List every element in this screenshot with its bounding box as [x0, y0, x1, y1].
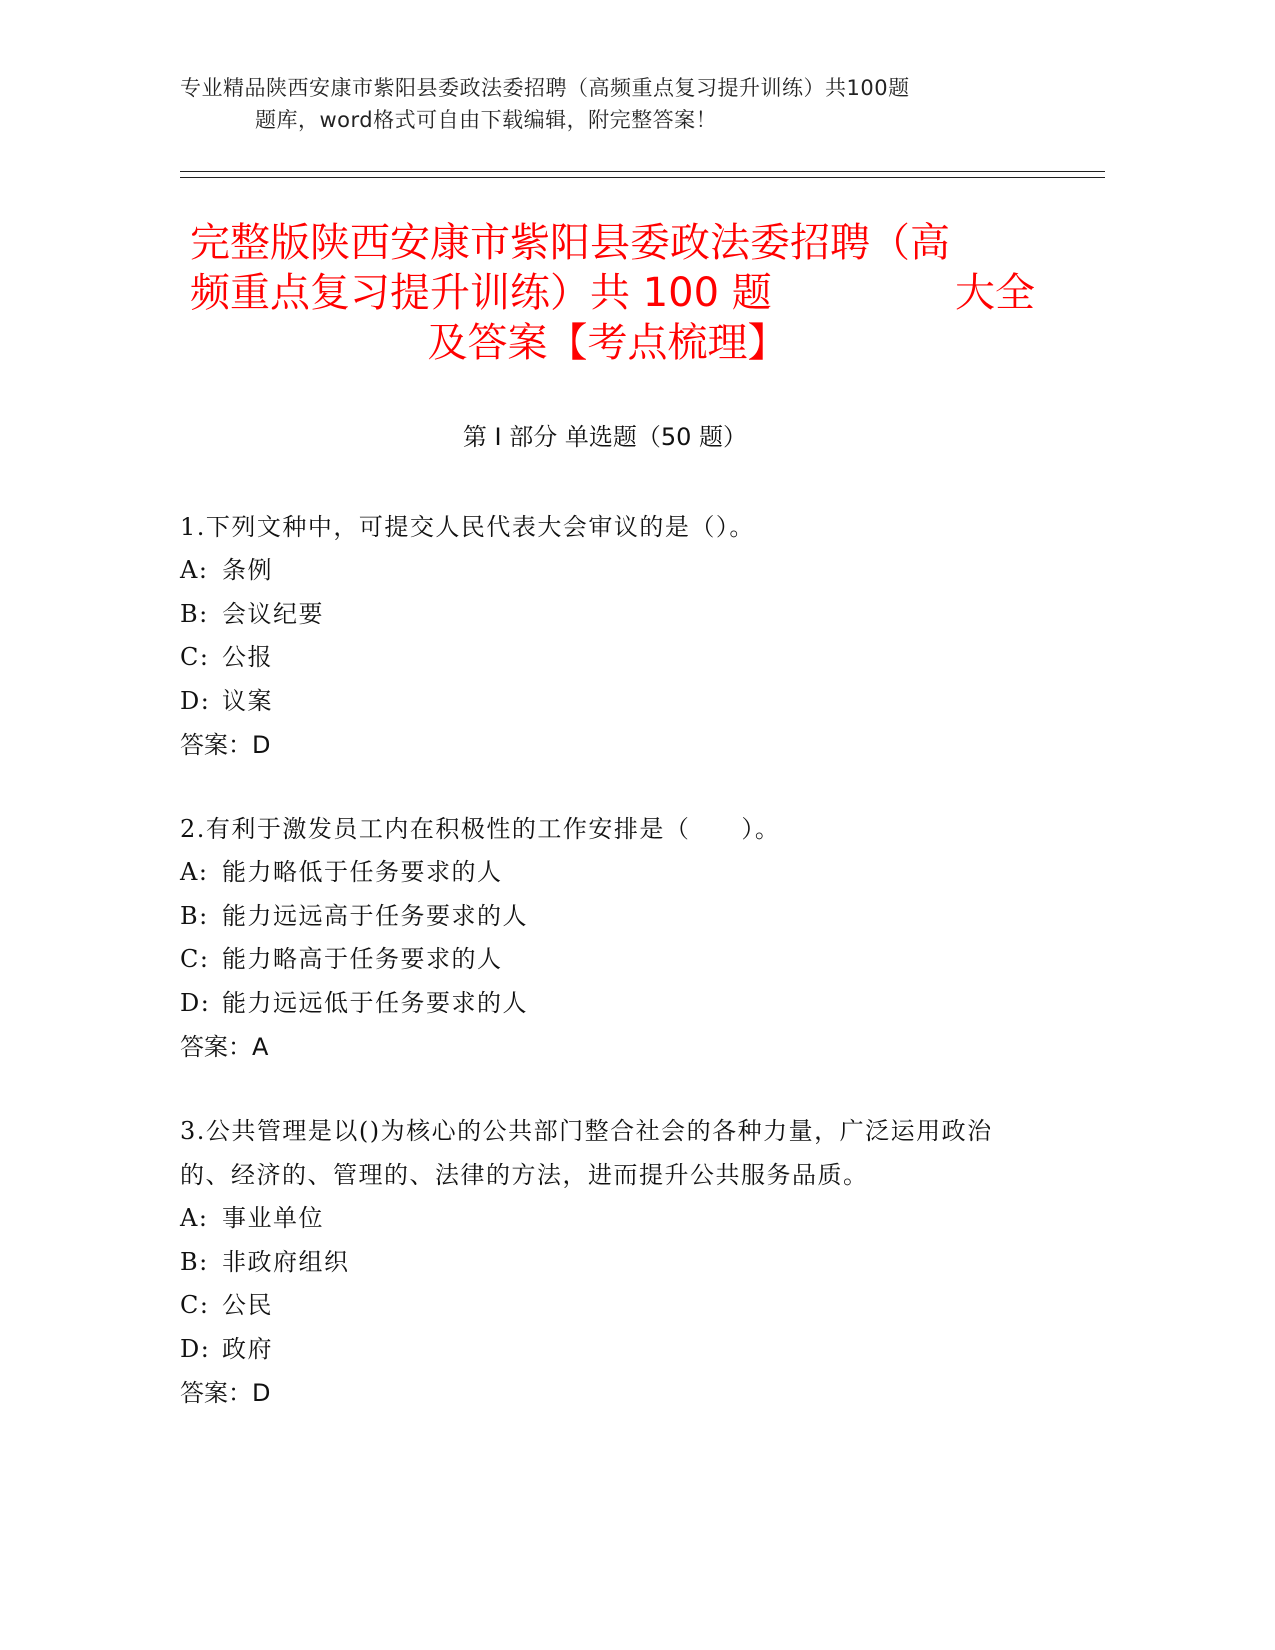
- title-line-2: [190, 268, 1035, 318]
- option-a: [180, 1197, 1030, 1241]
- option-text: 事业单位: [222, 1204, 324, 1232]
- document-title: [190, 218, 1035, 368]
- option-text: 政府: [222, 1334, 273, 1363]
- question-stem: 1.下列文种中，可提交人民代表大会审议的是（）。: [180, 513, 755, 541]
- answer-line: 答案：A: [180, 1033, 269, 1061]
- option-text: 能力略高于任务要求的人: [222, 945, 503, 973]
- question-item: [180, 807, 1030, 1069]
- header-divider-bottom: [180, 177, 1105, 178]
- option-key: C:: [180, 945, 210, 973]
- option-b: [180, 895, 1030, 939]
- option-key: B:: [180, 901, 209, 930]
- header-line-2: 题库，word格式可自由下载编辑，附完整答案！: [255, 108, 718, 132]
- option-key: D:: [180, 1334, 211, 1363]
- option-key: B:: [180, 1247, 209, 1276]
- section-heading: 第 I 部分 单选题（50 题）: [462, 423, 748, 451]
- option-text: 条例: [222, 556, 273, 584]
- option-text: 能力远远低于任务要求的人: [222, 988, 528, 1017]
- option-text: 会议纪要: [222, 599, 324, 628]
- option-text: 能力略低于任务要求的人: [222, 858, 503, 886]
- question-list: [180, 505, 1030, 1455]
- question-item: [180, 505, 1030, 767]
- option-text: 能力远远高于任务要求的人: [222, 901, 528, 930]
- option-text: 议案: [222, 686, 273, 715]
- option-key: A:: [180, 1204, 209, 1232]
- question-stem: 3.公共管理是以()为核心的公共部门整合社会的各种力量，广泛运用政治的、经济的、管理的、法律的方法，进而提升公共服务品质。: [180, 1117, 993, 1189]
- option-a: [180, 851, 1030, 895]
- option-text: 公报: [222, 643, 273, 671]
- document-header: [180, 72, 1010, 136]
- option-text: 公民: [222, 1291, 273, 1319]
- option-key: A:: [180, 858, 209, 886]
- option-key: B:: [180, 599, 209, 628]
- option-d: [180, 982, 1030, 1026]
- option-d: [180, 680, 1030, 724]
- option-b: [180, 1241, 1030, 1285]
- answer-line: 答案：D: [180, 731, 271, 759]
- option-text: 非政府组织: [222, 1247, 350, 1276]
- option-key: D:: [180, 686, 211, 715]
- option-a: [180, 549, 1030, 593]
- question-item: [180, 1109, 1030, 1415]
- option-key: A:: [180, 556, 209, 584]
- option-d: [180, 1328, 1030, 1372]
- option-c: [180, 636, 1030, 680]
- option-b: [180, 593, 1030, 637]
- title-line-2-right: 大全: [955, 270, 1035, 316]
- option-key: D:: [180, 988, 211, 1017]
- question-stem: 2.有利于激发员工内在积极性的工作安排是（ ）。: [180, 815, 781, 843]
- title-line-3: 及答案【考点梳理】: [427, 320, 788, 366]
- title-line-2-left: 频重点复习提升训练）共 100 题: [190, 270, 772, 316]
- option-c: [180, 938, 1030, 982]
- header-divider-top: [180, 171, 1105, 172]
- option-key: C:: [180, 643, 210, 671]
- answer-line: 答案：D: [180, 1379, 271, 1407]
- option-c: [180, 1284, 1030, 1328]
- option-key: C:: [180, 1291, 210, 1319]
- header-line-1: 专业精品陕西安康市紫阳县委政法委招聘（高频重点复习提升训练）共100题: [180, 76, 910, 100]
- title-line-1: 完整版陕西安康市紫阳县委政法委招聘（高: [190, 220, 950, 266]
